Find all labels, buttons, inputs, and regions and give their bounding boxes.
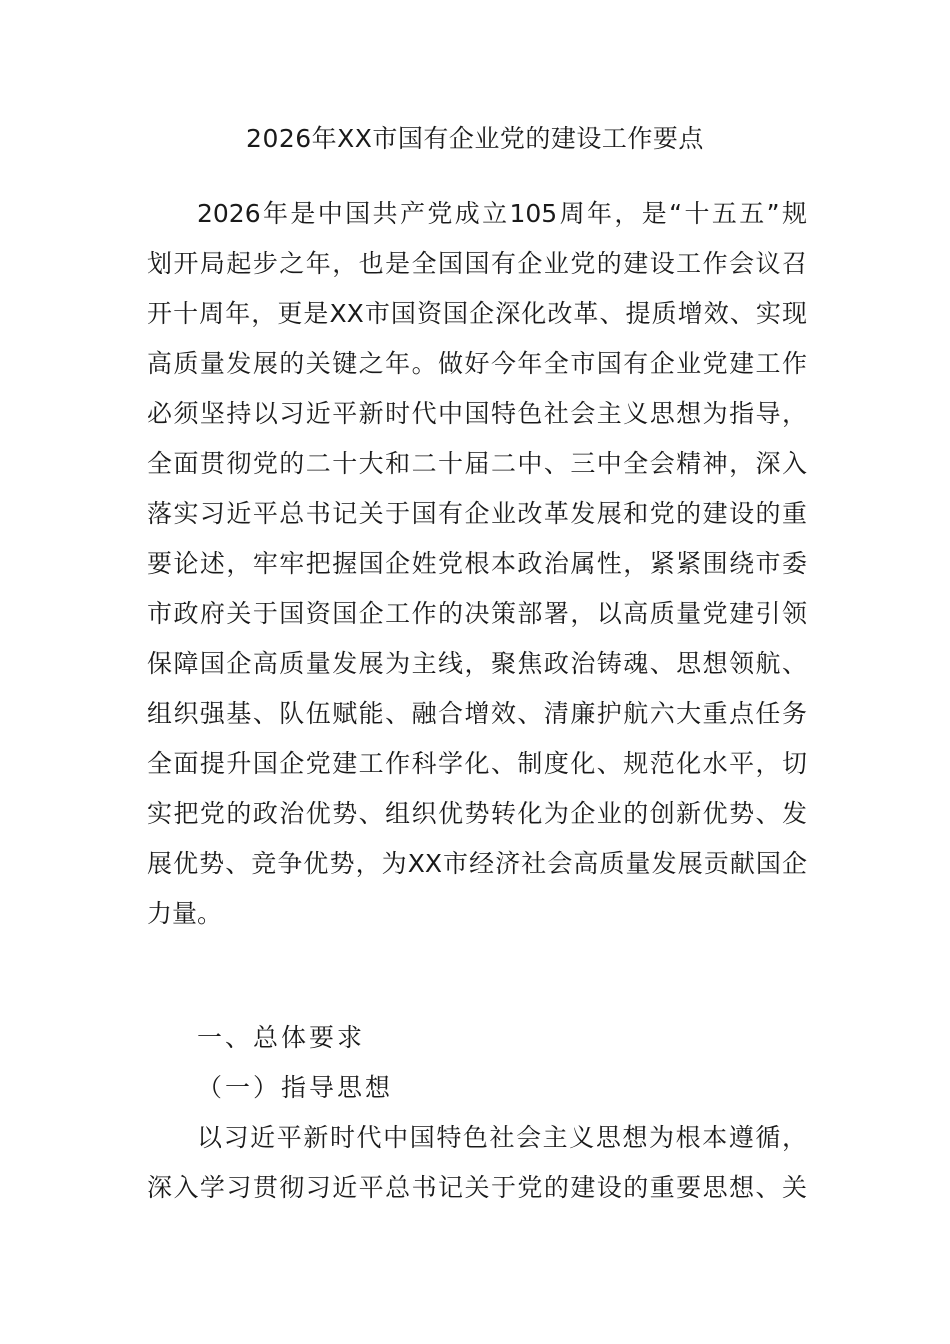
guiding-line: 以习近平新时代中国特色社会主义思想为根本遵循， (197, 1123, 807, 1152)
intro-line: 组织强基、队伍赋能、融合增效、清廉护航六大重点任务 (147, 699, 807, 728)
document-title: 2026年XX市国有企业党的建设工作要点 (246, 124, 704, 153)
intro-line: 保障国企高质量发展为主线，聚焦政治铸魂、思想领航、 (147, 649, 807, 678)
intro-line: 要论述，牢牢把握国企姓党根本政治属性，紧紧围绕市委 (147, 549, 807, 578)
intro-line: 划开局起步之年，也是全国国有企业党的建设工作会议召 (147, 249, 807, 278)
intro-line: 开十周年，更是XX市国资国企深化改革、提质增效、实现 (147, 299, 807, 328)
intro-line: 2026年是中国共产党成立105周年，是“十五五”规 (197, 199, 807, 228)
intro-line: 必须坚持以习近平新时代中国特色社会主义思想为指导， (147, 399, 807, 428)
intro-line: 实把党的政治优势、组织优势转化为企业的创新优势、发 (147, 799, 807, 828)
intro-line: 力量。 (147, 899, 223, 928)
intro-line: 全面提升国企党建工作科学化、制度化、规范化水平，切 (147, 749, 807, 778)
intro-line: 高质量发展的关键之年。做好今年全市国有企业党建工作 (147, 349, 807, 378)
subsection-heading: （一）指导思想 (197, 1073, 394, 1102)
intro-line: 落实习近平总书记关于国有企业改革发展和党的建设的重 (147, 499, 807, 528)
section-heading: 一、总体要求 (197, 1023, 366, 1052)
intro-line: 市政府关于国资国企工作的决策部署，以高质量党建引领 (147, 599, 807, 628)
intro-line: 全面贯彻党的二十大和二十届二中、三中全会精神，深入 (147, 449, 807, 478)
intro-line: 展优势、竞争优势，为XX市经济社会高质量发展贡献国企 (147, 849, 807, 878)
guiding-line: 深入学习贯彻习近平总书记关于党的建设的重要思想、关 (147, 1173, 807, 1202)
